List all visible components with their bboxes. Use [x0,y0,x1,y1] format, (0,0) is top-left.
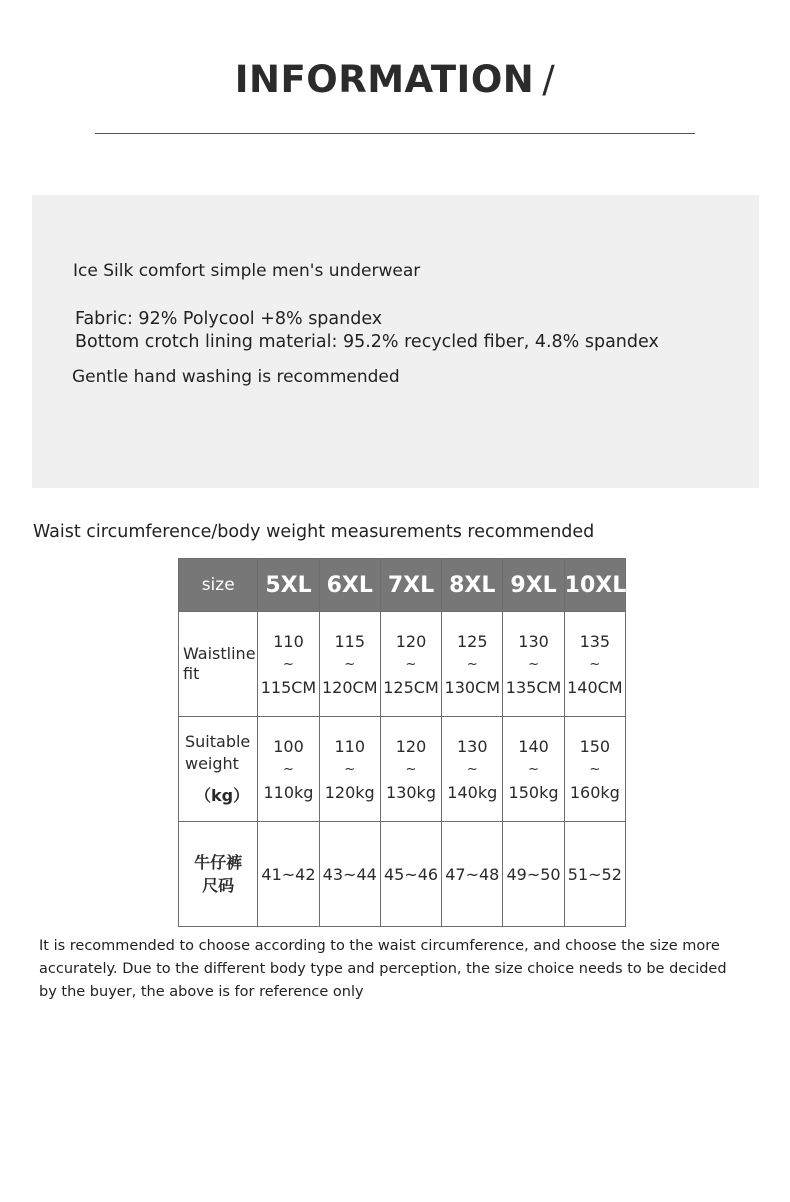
range-tilde: ~ [283,761,294,777]
waistline-label-line2: fit [183,664,200,683]
jeans-label-line1: 牛仔裤 [194,853,243,872]
lining-composition: Bottom crotch lining material: 95.2% recycled fiber, 4.8% spandex [75,332,659,352]
waist-to: 130CM [444,677,501,697]
range-tilde: ~ [466,761,478,777]
range-tilde: ~ [405,656,417,672]
waist-to: 120CM [321,677,378,697]
weight-range-cell [258,717,319,822]
waist-range-cell [503,612,564,717]
range-tilde: ~ [528,656,539,672]
size-header-label: size [179,559,258,612]
weight-from: 100 [273,736,304,756]
jeans-label-line2: 尺码 [202,876,235,895]
waistline-row [179,612,626,717]
care-instructions: Gentle hand washing is recommended [72,367,400,387]
weight-to: 110kg [263,782,314,802]
range-tilde: ~ [344,656,356,672]
weight-from: 130 [457,736,488,756]
waistline-label-line1: Waistline [183,644,256,663]
waist-from: 135 [579,631,611,651]
size-header-row [179,559,626,612]
size-header-cell: 7XL [380,559,441,612]
weight-to: 150kg [508,782,559,802]
range-tilde: ~ [283,656,294,672]
product-name: Ice Silk comfort simple men's underwear [73,261,421,281]
range-tilde: ~ [589,761,601,777]
waist-range-cell [380,612,441,717]
weight-label-line1: Suitable [185,732,251,751]
jeans-size-cell: 45~46 [380,822,441,927]
waist-range-cell [442,612,503,717]
waistline-label [179,612,258,717]
title-divider [95,133,695,134]
title-slash: / [542,58,556,101]
weight-label-line2: weight [185,754,239,773]
weight-range-cell [503,717,564,822]
weight-to: 120kg [324,782,375,802]
page-title-text: INFORMATION [234,58,535,101]
weight-row [179,717,626,822]
waist-range-cell [564,612,625,717]
fabric-composition: Fabric: 92% Polycool +8% spandex [75,309,383,329]
weight-range-cell [319,717,380,822]
jeans-size-label [179,822,258,927]
page-title [0,58,790,101]
size-header-cell: 10XL [564,559,625,612]
waist-from: 115 [334,631,366,651]
weight-from: 140 [518,736,549,756]
weight-range-cell [564,717,625,822]
weight-range-cell [380,717,441,822]
weight-to: 140kg [447,782,498,802]
waist-to: 135CM [505,677,562,697]
size-recommendation-note: It is recommended to choose according to the waist circumference, and choose the size more accurately. Due to the different body type and perception, the size choice needs to be decided by the buyer, the above is for reference only [39,938,727,1000]
waist-range-cell [258,612,319,717]
size-header-cell: 9XL [503,559,564,612]
waist-from: 125 [457,631,488,651]
size-header-cell: 8XL [442,559,503,612]
product-info-panel [32,195,759,488]
waist-from: 130 [518,631,549,651]
waist-from: 110 [273,631,304,651]
size-header-cell: 6XL [319,559,380,612]
jeans-size-cell: 43~44 [319,822,380,927]
range-tilde: ~ [589,656,601,672]
jeans-size-cell: 51~52 [564,822,625,927]
size-header-cell: 5XL [258,559,319,612]
jeans-size-cell: 41~42 [258,822,319,927]
weight-to: 130kg [386,782,436,802]
weight-from: 120 [395,736,427,756]
weight-label [179,717,258,822]
range-tilde: ~ [405,761,417,777]
jeans-size-cell: 49~50 [503,822,564,927]
waist-range-cell [319,612,380,717]
weight-unit: （kg） [195,786,250,805]
weight-from: 150 [579,736,611,756]
range-tilde: ~ [466,656,478,672]
waist-from: 120 [395,631,427,651]
jeans-size-cell: 47~48 [442,822,503,927]
waist-to: 140CM [567,677,623,697]
waist-to: 125CM [383,677,439,697]
size-chart-table [178,558,626,927]
weight-range-cell [442,717,503,822]
jeans-size-row [179,822,626,927]
weight-from: 110 [334,736,366,756]
waist-to: 115CM [260,677,317,697]
measurement-heading: Waist circumference/body weight measurements recommended [33,522,595,542]
range-tilde: ~ [344,761,356,777]
weight-to: 160kg [569,782,620,802]
range-tilde: ~ [528,761,539,777]
